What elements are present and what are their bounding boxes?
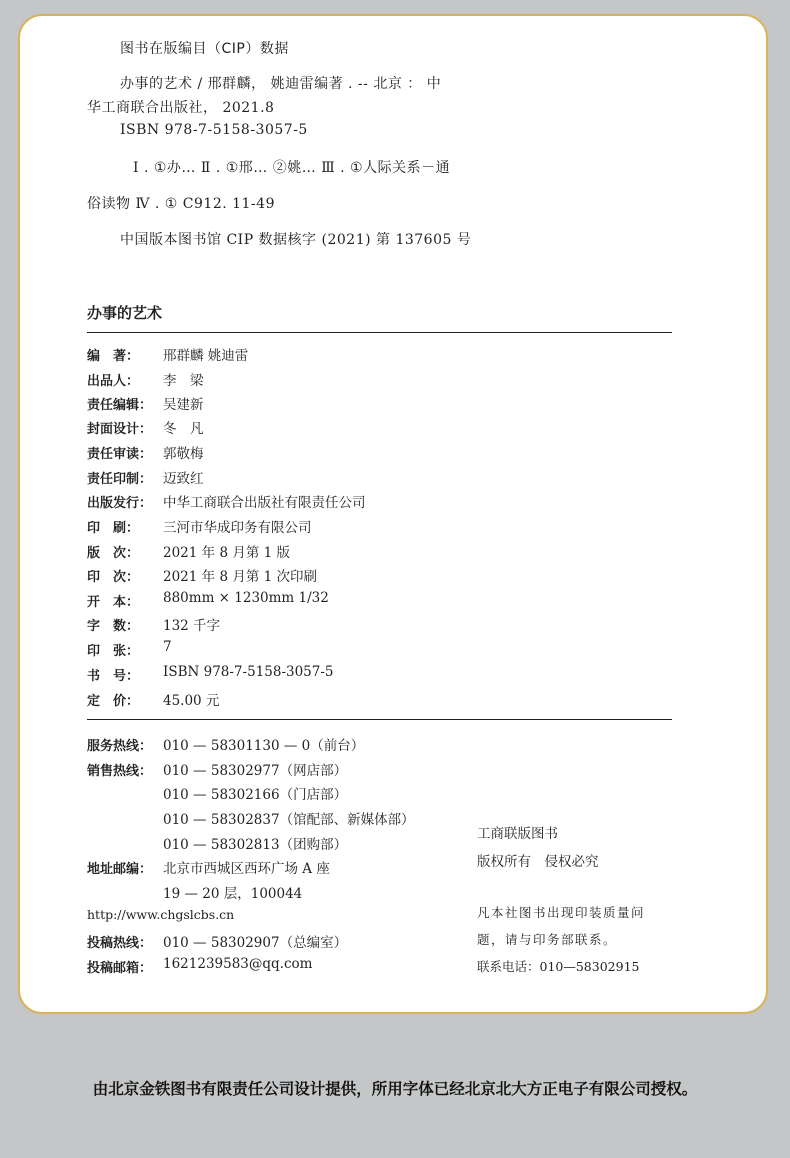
cip-line-4: Ⅰ . ①办… Ⅱ . ①邢… ②姚… Ⅲ . ①人际关系－通 <box>133 160 451 176</box>
detail-value: 三河市华成印务有限公司 <box>163 520 312 536</box>
detail-label: 编 著： <box>87 349 140 364</box>
detail-value: 郭敬梅 <box>163 446 204 462</box>
copyright-notice: 版权所有 侵权必究 <box>477 854 599 870</box>
detail-label: 责任审读： <box>87 447 153 462</box>
publisher-book-label: 工商联版图书 <box>477 826 558 842</box>
sales-hotline-value: 010 — 58302837（馆配部、新媒体部） <box>163 812 415 828</box>
detail-value: 吴建新 <box>163 397 204 413</box>
detail-value: 李 梁 <box>163 373 204 389</box>
address-line-1: 北京市西城区西环广场 A 座 <box>163 861 330 877</box>
service-hotline-value: 010 — 58301130 — 0（前台） <box>163 738 365 754</box>
detail-label: 印 次： <box>87 570 140 585</box>
sales-hotline-value: 010 — 58302813（团购部） <box>163 837 348 853</box>
detail-label: 印 刷： <box>87 521 140 536</box>
detail-label: 出品人： <box>87 374 140 389</box>
submit-phone-label: 投稿热线： <box>87 936 153 951</box>
cip-line-1: 办事的艺术 / 邢群麟， 姚迪雷编著 . -- 北京 ： 中 <box>120 76 442 92</box>
detail-label: 印 张： <box>87 644 140 659</box>
detail-value: 中华工商联合出版社有限责任公司 <box>163 495 366 511</box>
cip-line-5: 俗读物 Ⅳ . ① C912. 11-49 <box>87 196 275 212</box>
address-line-2: 19 — 20 层，100044 <box>163 886 303 902</box>
detail-label: 书 号： <box>87 669 140 684</box>
quality-contact-phone: 联系电话：010—58302915 <box>477 959 640 974</box>
detail-label: 责任印制： <box>87 472 153 487</box>
submit-phone-value: 010 — 58302907（总编室） <box>163 935 348 951</box>
detail-value: 冬 凡 <box>163 421 204 437</box>
address-label: 地址邮编： <box>87 862 153 877</box>
detail-value: 邢群麟 姚迪雷 <box>163 348 249 364</box>
cip-line-2: 华工商联合出版社， 2021.8 <box>87 100 275 116</box>
font-license-footer: 由北京金铁图书有限责任公司设计提供，所用字体已经北京北大方正电子有限公司授权。 <box>92 1080 698 1098</box>
cip-heading: 图书在版编目（CIP）数据 <box>120 41 289 57</box>
top-divider <box>87 332 672 333</box>
bottom-divider <box>87 719 672 720</box>
submit-email-label: 投稿邮箱： <box>87 961 153 976</box>
detail-value: 2021 年 8 月第 1 次印刷 <box>163 569 317 585</box>
sales-hotline-label: 销售热线： <box>87 764 153 779</box>
cip-line-3: ISBN 978-7-5158-3057-5 <box>120 122 308 138</box>
detail-value: 132 千字 <box>163 618 221 634</box>
detail-label: 出版发行： <box>87 496 153 511</box>
detail-label: 责任编辑： <box>87 398 153 413</box>
submit-email-value: 1621239583@qq.com <box>163 956 313 972</box>
detail-value: ISBN 978-7-5158-3057-5 <box>163 664 334 680</box>
cip-line-6: 中国版本图书馆 CIP 数据核字 (2021) 第 137605 号 <box>120 232 472 248</box>
detail-value: 2021 年 8 月第 1 版 <box>163 545 290 561</box>
detail-label: 版 次： <box>87 546 140 561</box>
sales-hotline-value: 010 — 58302166（门店部） <box>163 787 348 803</box>
detail-value: 45.00 元 <box>163 693 220 709</box>
quality-notice-line-1: 凡本社图书出现印装质量问 <box>477 905 646 920</box>
detail-label: 字 数： <box>87 619 140 634</box>
service-hotline-label: 服务热线： <box>87 739 153 754</box>
detail-value: 880mm × 1230mm 1/32 <box>163 590 329 606</box>
book-title: 办事的艺术 <box>87 304 163 322</box>
detail-label: 封面设计： <box>87 422 153 437</box>
sales-hotline-value: 010 — 58302977（网店部） <box>163 763 348 779</box>
detail-value: 迈致红 <box>163 471 204 487</box>
quality-notice-line-2: 题，请与印务部联系。 <box>477 932 618 947</box>
detail-value: 7 <box>163 639 172 655</box>
detail-label: 开 本： <box>87 595 140 610</box>
detail-label: 定 价： <box>87 694 140 709</box>
website-link[interactable]: http://www.chgslcbs.cn <box>87 907 235 922</box>
